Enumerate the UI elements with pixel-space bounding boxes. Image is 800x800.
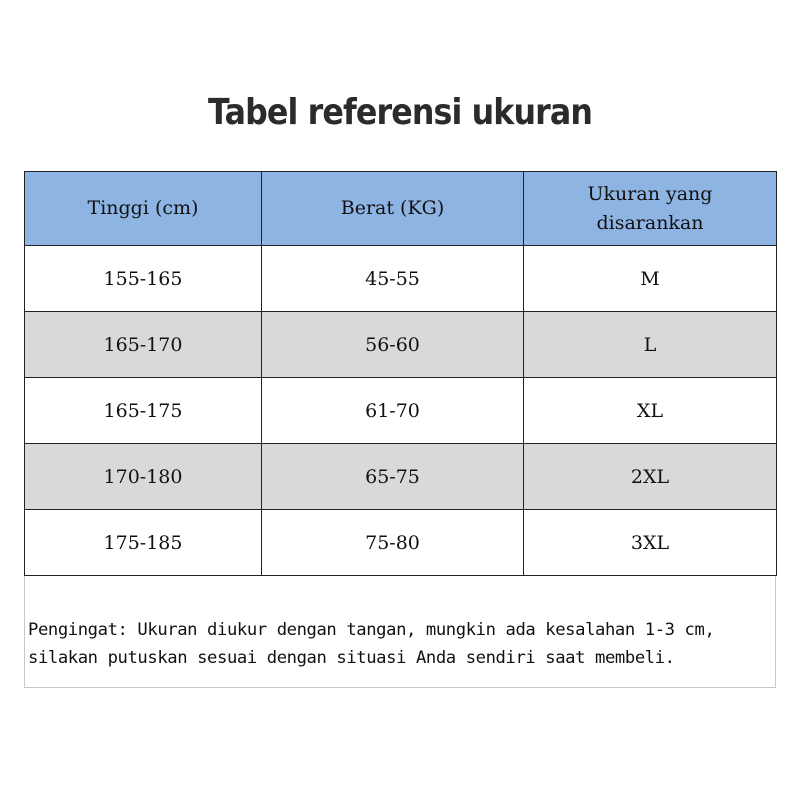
table-row <box>25 312 777 378</box>
header-recommended-size: Ukuran yang disarankan <box>524 172 777 246</box>
size-cell: M <box>524 246 777 312</box>
page-title: Tabel referensi ukuran <box>207 92 593 133</box>
table-header-row <box>25 172 777 246</box>
size-reference-table <box>24 171 777 576</box>
weight-cell: 65-75 <box>262 444 524 510</box>
table-row <box>25 444 777 510</box>
table-row <box>25 378 777 444</box>
height-cell: 155-165 <box>25 246 262 312</box>
size-cell: XL <box>524 378 777 444</box>
header-height: Tinggi (cm) <box>25 172 262 246</box>
header-weight: Berat (KG) <box>262 172 524 246</box>
weight-cell: 45-55 <box>262 246 524 312</box>
reminder-note: Pengingat: Ukuran diukur dengan tangan, mungkin ada kesalahan 1-3 cm, silakan putuskan sesuai dengan situasi Anda sendiri saat membeli. <box>28 620 715 668</box>
weight-cell: 75-80 <box>262 510 524 576</box>
note-box <box>24 576 776 688</box>
height-cell: 175-185 <box>25 510 262 576</box>
weight-cell: 56-60 <box>262 312 524 378</box>
height-cell: 170-180 <box>25 444 262 510</box>
size-cell: L <box>524 312 777 378</box>
table-row <box>25 246 777 312</box>
height-cell: 165-175 <box>25 378 262 444</box>
size-cell: 2XL <box>524 444 777 510</box>
height-cell: 165-170 <box>25 312 262 378</box>
size-cell: 3XL <box>524 510 777 576</box>
table-row <box>25 510 777 576</box>
weight-cell: 61-70 <box>262 378 524 444</box>
